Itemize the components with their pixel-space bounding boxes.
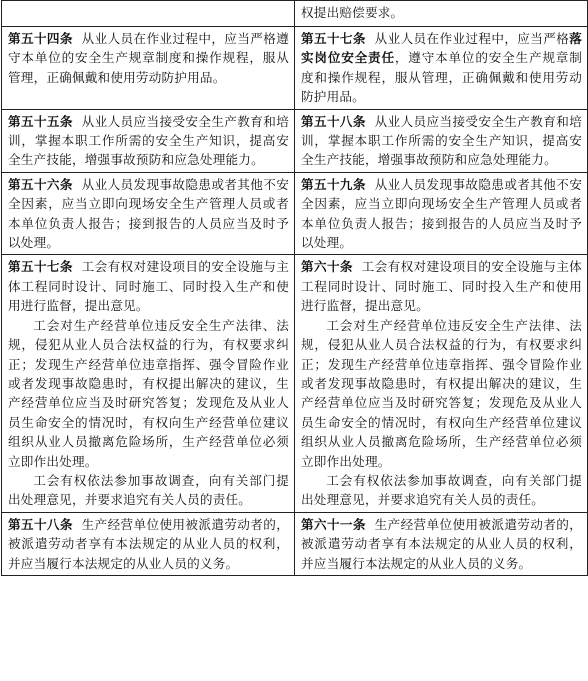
- article-number: 第六十条: [301, 259, 353, 275]
- article-number: 第五十九条: [301, 176, 366, 192]
- article-number: 第六十一条: [301, 516, 366, 532]
- right-cell: [295, 512, 588, 575]
- article-body-pre: 从业人员在作业过程中，应当严格: [374, 31, 570, 46]
- left-cell: [2, 109, 295, 172]
- left-cell: [2, 27, 295, 110]
- paragraph: 工会对生产经营单位违反安全生产法律、法规，侵犯从业人员合法权益的行为，有权要求纠正；发现生产经营单位违章指挥、强令冒险作业或者发现事故隐患时，有权提出解决的建议，生产经营单位应当及时研究答复；发现危及从业人员生命安全的情况时，有权向生产经营单位建议组织从业人员撤离危险场所，生产经营单位必须立即作出处理。: [301, 317, 582, 469]
- article-body: 生产经营单位使用被派遣劳动者的，被派遣劳动者享有本法规定的从业人员的权利，并应当履行本法规定的从业人员的义务。: [8, 516, 289, 571]
- table-row: [2, 172, 588, 255]
- paragraph: [301, 257, 582, 315]
- article-number: 第五十七条: [301, 31, 366, 46]
- article-number: 第五十八条: [8, 516, 73, 532]
- article-body: 从业人员应当接受安全生产教育和培训，掌握本职工作所需的安全生产知识，提高安全生产技能，增强事故预防和应急处理能力。: [301, 113, 582, 168]
- article-body: 从业人员在作业过程中，应当严格遵守本单位的安全生产规章制度和操作规程，服从管理，正确佩戴和使用劳动防护用品。: [8, 31, 289, 85]
- right-cell: [295, 1, 588, 27]
- right-cell: [295, 109, 588, 172]
- right-cell: [295, 255, 588, 512]
- article-number: 第五十五条: [8, 113, 73, 129]
- right-cell: [295, 27, 588, 110]
- paragraph: [8, 257, 289, 315]
- article-body: 生产经营单位使用被派遣劳动者的，被派遣劳动者享有本法规定的从业人员的权利，并应当履行本法规定的从业人员的义务。: [301, 516, 582, 571]
- paragraph: 工会有权依法参加事故调查，向有关部门提出处理意见，并要求追究有关人员的责任。: [8, 472, 289, 508]
- highlighted-amendment: 落实岗位安全责任: [301, 31, 582, 66]
- paragraph: 工会对生产经营单位违反安全生产法律、法规，侵犯从业人员合法权益的行为，有权要求纠正；发现生产经营单位违章指挥、强令冒险作业或者发现事故隐患时，有权提出解决的建议，生产经营单位应当及时研究答复；发现危及从业人员生命安全的情况时，有权向生产经营单位建议组织从业人员撤离危险场所，生产经营单位必须立即作出处理。: [8, 317, 289, 469]
- left-cell-empty: [2, 1, 295, 27]
- left-cell: [2, 512, 295, 575]
- table-row: [2, 27, 588, 110]
- article-body: 从业人员发现事故隐患或者其他不安全因素，应当立即向现场安全生产管理人员或者本单位负责人报告；接到报告的人员应当及时予以处理。: [301, 176, 582, 251]
- article-body: 工会有权对建设项目的安全设施与主体工程同时设计、同时施工、同时投入生产和使用进行监督，提出意见。: [301, 259, 582, 314]
- article-number: 第五十六条: [8, 176, 73, 192]
- table-row: [2, 255, 588, 512]
- table-row: [2, 1, 588, 27]
- article-body: 从业人员发现事故隐患或者其他不安全因素，应当立即向现场安全生产管理人员或者本单位负责人报告；接到报告的人员应当及时予以处理。: [8, 176, 289, 251]
- table-row: [2, 109, 588, 172]
- law-comparison-table: [1, 0, 588, 576]
- article-number: 第五十七条: [8, 259, 73, 275]
- right-cell: [295, 172, 588, 255]
- article-number: 第五十四条: [8, 31, 73, 46]
- paragraph: 工会有权依法参加事故调查，向有关部门提出处理意见，并要求追究有关人员的责任。: [301, 472, 582, 508]
- table-row: [2, 512, 588, 575]
- article-body: 从业人员应当接受安全生产教育和培训，掌握本职工作所需的安全生产知识，提高安全生产技能，增强事故预防和应急处理能力。: [8, 113, 289, 168]
- article-number: 第五十八条: [301, 113, 366, 129]
- article-body-post: ，遵守本单位的安全生产规章制度和操作规程，服从管理，正确佩戴和使用劳动防护用品。: [301, 50, 582, 105]
- article-body: 权提出赔偿要求。: [301, 5, 404, 20]
- article-body: 工会有权对建设项目的安全设施与主体工程同时设计、同时施工、同时投入生产和使用进行监督，提出意见。: [8, 259, 289, 314]
- left-cell: [2, 255, 295, 512]
- left-cell: [2, 172, 295, 255]
